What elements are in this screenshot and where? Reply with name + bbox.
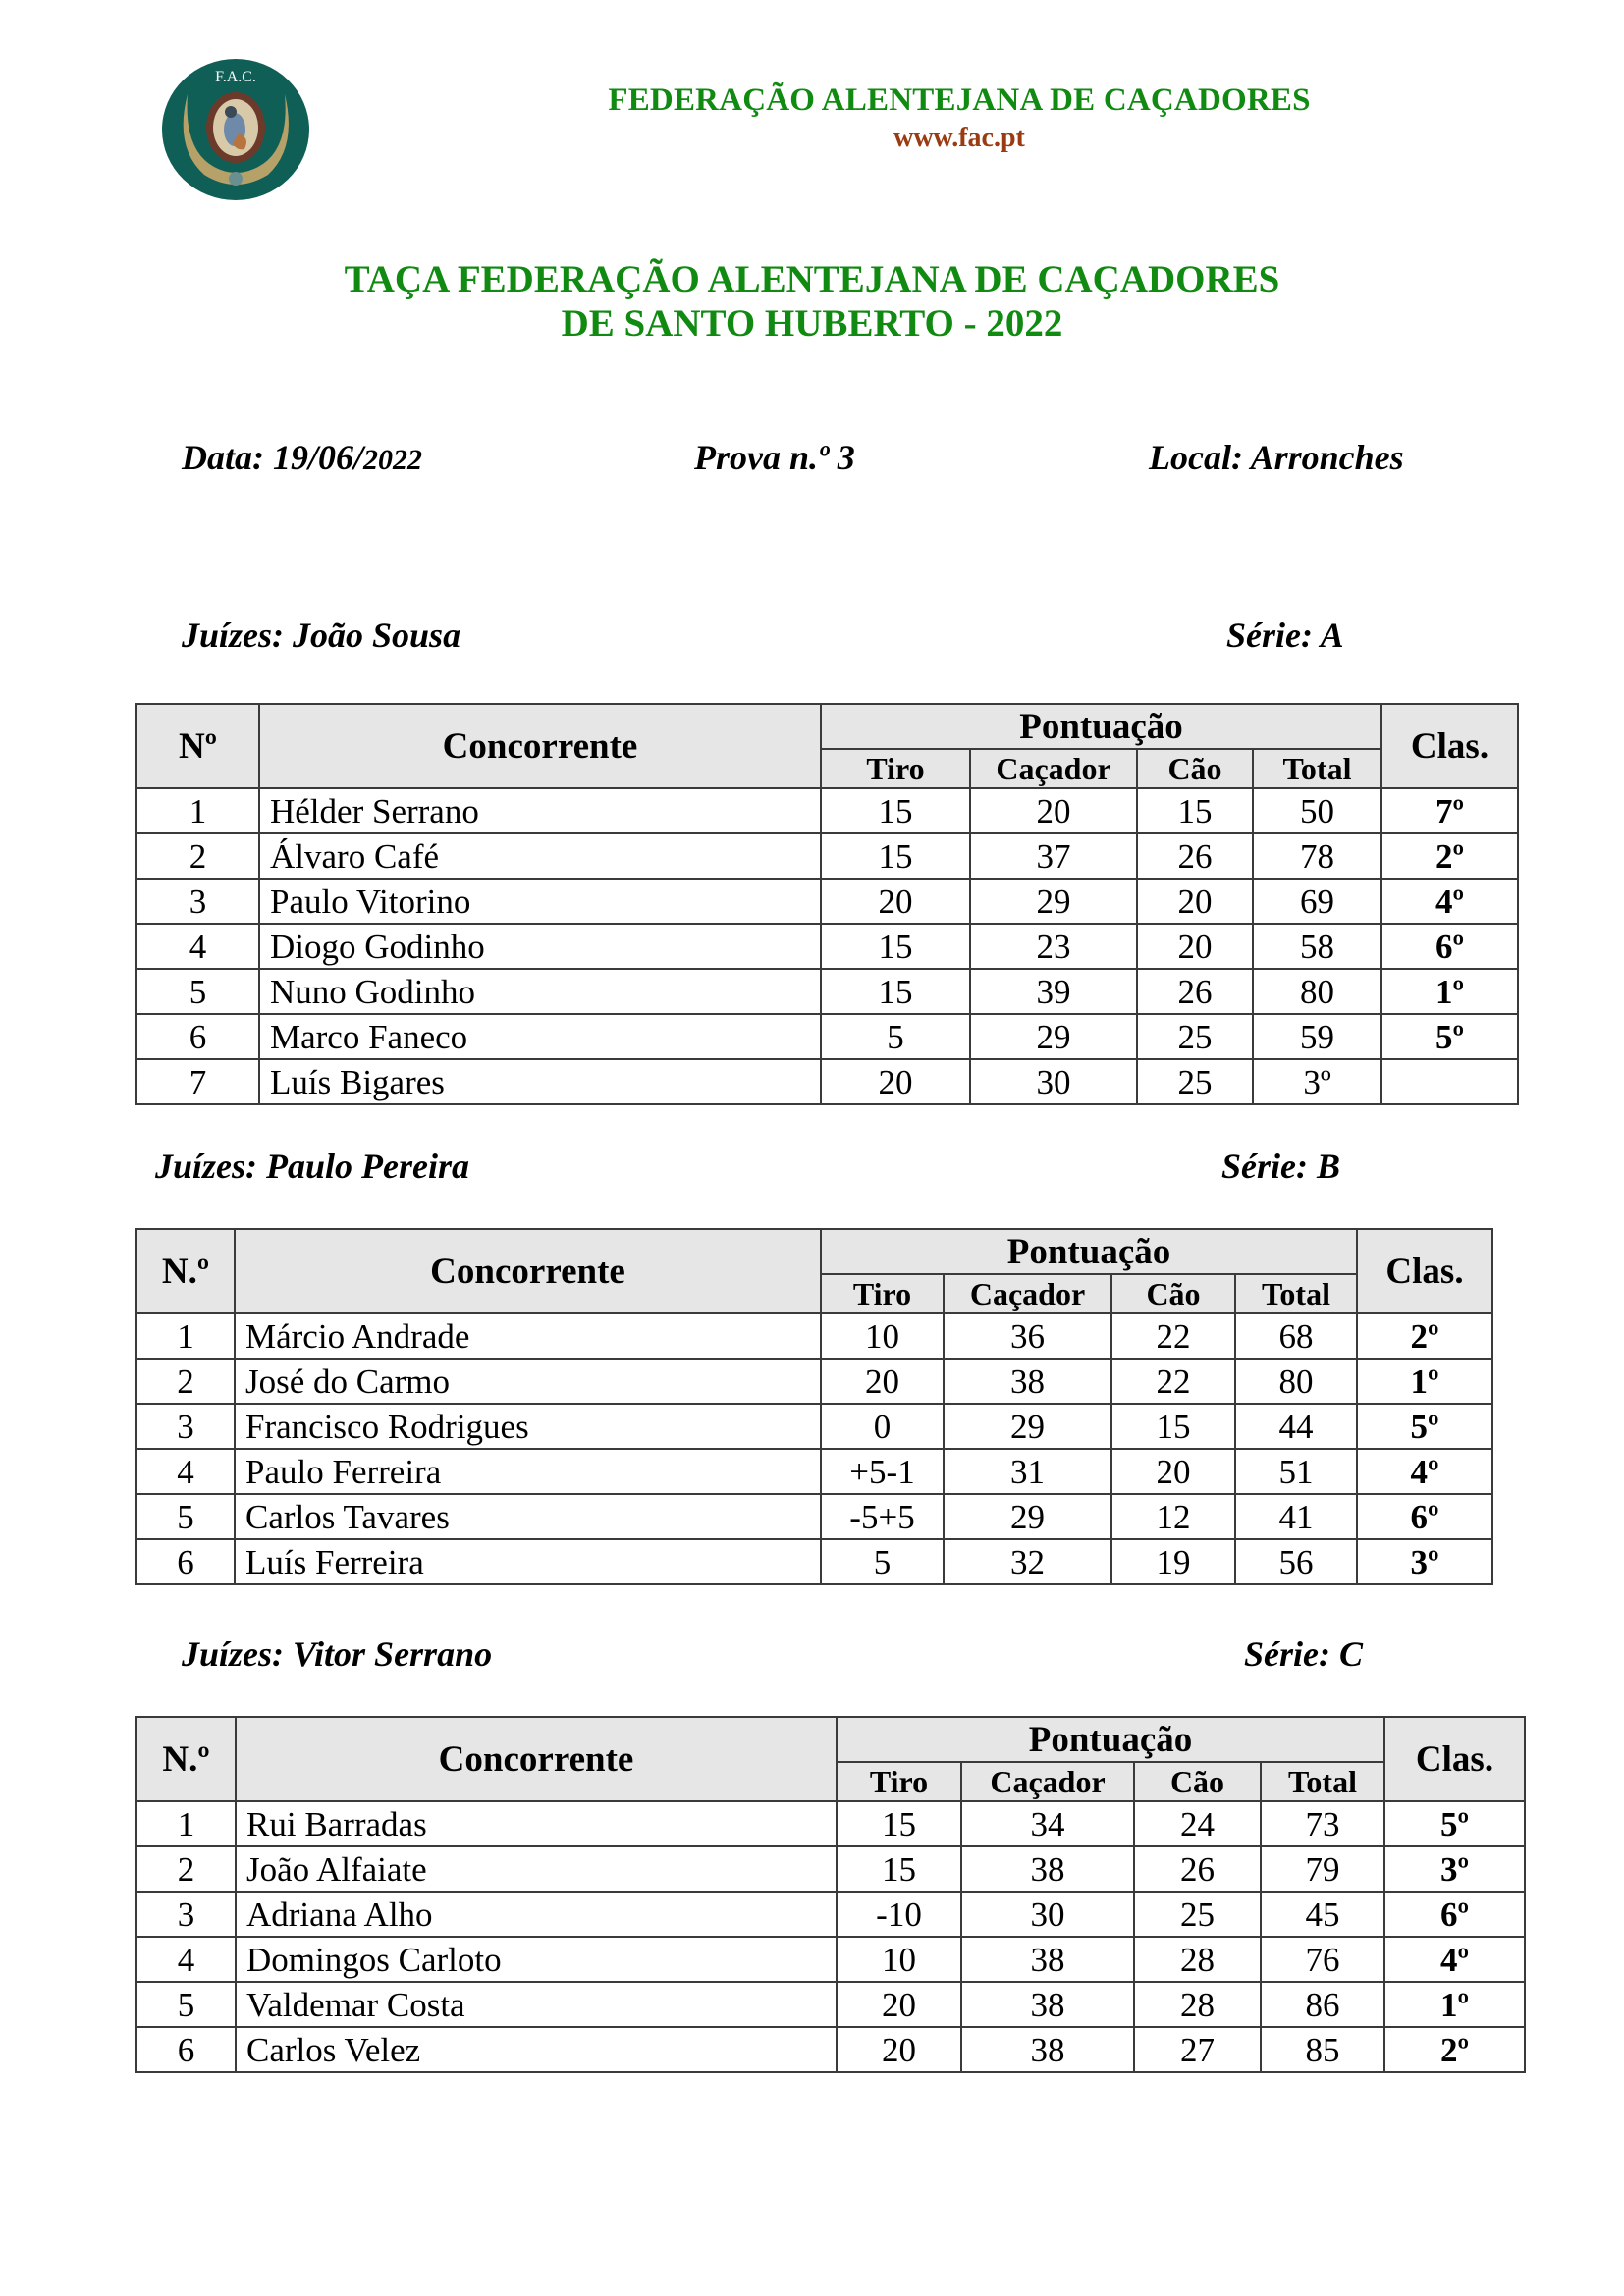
- cell-classification: 5º: [1357, 1404, 1492, 1449]
- cell-tiro: -5+5: [821, 1494, 944, 1539]
- event-location: Local: Arronches: [1149, 438, 1404, 477]
- logo-text: F.A.C.: [215, 69, 256, 85]
- cell-competitor: Paulo Vitorino: [259, 879, 821, 924]
- cell-classification: 4º: [1384, 1937, 1525, 1982]
- cell-competitor: Márcio Andrade: [235, 1313, 821, 1359]
- event-date: [182, 437, 422, 478]
- cell-competitor: Marco Faneco: [259, 1014, 821, 1059]
- cell-tiro: 10: [821, 1313, 944, 1359]
- series-c-judges: Juízes: Vitor Serrano: [182, 1634, 493, 1674]
- cell-total: 51: [1235, 1449, 1357, 1494]
- cell-cacador: 29: [944, 1494, 1111, 1539]
- cell-cacador: 36: [944, 1313, 1111, 1359]
- cell-number: 3: [136, 1892, 236, 1937]
- cell-number: 5: [136, 969, 259, 1014]
- column-header-score-group: Pontuação: [837, 1717, 1384, 1762]
- cell-classification: 6º: [1357, 1494, 1492, 1539]
- cell-tiro: 15: [821, 969, 970, 1014]
- cell-competitor: Nuno Godinho: [259, 969, 821, 1014]
- cell-total: 50: [1253, 788, 1381, 833]
- table-row: [136, 1449, 1492, 1494]
- cell-total: 80: [1253, 969, 1381, 1014]
- cell-tiro: 20: [837, 1982, 961, 2027]
- cell-classification: 7º: [1381, 788, 1518, 833]
- cell-cacador: 37: [970, 833, 1137, 879]
- cell-cacador: 20: [970, 788, 1137, 833]
- cell-tiro: 15: [837, 1846, 961, 1892]
- table-row: [136, 1801, 1525, 1846]
- cell-cacador: 30: [961, 1892, 1134, 1937]
- table-row: [136, 1982, 1525, 2027]
- cell-total: 41: [1235, 1494, 1357, 1539]
- cell-total: 3º: [1253, 1059, 1381, 1104]
- cell-classification: 4º: [1357, 1449, 1492, 1494]
- cell-cao: 22: [1111, 1359, 1235, 1404]
- cell-tiro: 20: [837, 2027, 961, 2072]
- cell-classification: 2º: [1384, 2027, 1525, 2072]
- cell-cao: 19: [1111, 1539, 1235, 1584]
- table-row: [136, 1313, 1492, 1359]
- cell-classification: 3º: [1357, 1539, 1492, 1584]
- cell-cao: 25: [1134, 1892, 1261, 1937]
- column-header-number: N.º: [136, 1717, 236, 1801]
- cell-cao: 25: [1137, 1059, 1253, 1104]
- cell-classification: 4º: [1381, 879, 1518, 924]
- column-header-total: Total: [1253, 749, 1381, 788]
- cell-total: 86: [1261, 1982, 1384, 2027]
- cell-classification: 3º: [1384, 1846, 1525, 1892]
- date-label: Data: 19/06/: [182, 438, 363, 477]
- cell-cao: 12: [1111, 1494, 1235, 1539]
- date-year: 2022: [363, 444, 422, 476]
- cell-number: 5: [136, 1982, 236, 2027]
- series-c-table: [135, 1716, 1526, 2073]
- cell-cacador: 32: [944, 1539, 1111, 1584]
- cell-total: 78: [1253, 833, 1381, 879]
- cell-tiro: +5-1: [821, 1449, 944, 1494]
- column-header-tiro: Tiro: [821, 1274, 944, 1313]
- cell-classification: [1381, 1059, 1518, 1104]
- series-a-table: [135, 703, 1519, 1105]
- cell-tiro: -10: [837, 1892, 961, 1937]
- cell-number: 4: [136, 924, 259, 969]
- cell-total: 69: [1253, 879, 1381, 924]
- cell-classification: 5º: [1384, 1801, 1525, 1846]
- cell-tiro: 5: [821, 1014, 970, 1059]
- cell-cao: 26: [1134, 1846, 1261, 1892]
- organization-website: www.fac.pt: [893, 123, 1025, 153]
- column-header-cacador: Caçador: [944, 1274, 1111, 1313]
- cell-competitor: Francisco Rodrigues: [235, 1404, 821, 1449]
- cell-cao: 24: [1134, 1801, 1261, 1846]
- cell-classification: 1º: [1357, 1359, 1492, 1404]
- column-header-classification: Clas.: [1381, 704, 1518, 788]
- column-header-cacador: Caçador: [961, 1762, 1134, 1801]
- column-header-score-group: Pontuação: [821, 1229, 1357, 1274]
- column-header-classification: Clas.: [1384, 1717, 1525, 1801]
- table-row: [136, 1404, 1492, 1449]
- table-row: [136, 924, 1518, 969]
- cell-competitor: Carlos Velez: [236, 2027, 837, 2072]
- cell-total: 59: [1253, 1014, 1381, 1059]
- cell-cao: 25: [1137, 1014, 1253, 1059]
- table-header-row: [136, 704, 1518, 749]
- cell-competitor: Domingos Carloto: [236, 1937, 837, 1982]
- cell-number: 2: [136, 833, 259, 879]
- cell-total: 56: [1235, 1539, 1357, 1584]
- table-row: [136, 1059, 1518, 1104]
- cell-total: 44: [1235, 1404, 1357, 1449]
- table-row: [136, 1494, 1492, 1539]
- organization-name: FEDERAÇÃO ALENTEJANA DE CAÇADORES: [608, 82, 1311, 118]
- table-row: [136, 969, 1518, 1014]
- cell-classification: 2º: [1381, 833, 1518, 879]
- column-header-number: N.º: [136, 1229, 235, 1313]
- cell-tiro: 5: [821, 1539, 944, 1584]
- column-header-classification: Clas.: [1357, 1229, 1492, 1313]
- cell-cacador: 31: [944, 1449, 1111, 1494]
- series-a-judges: Juízes: João Sousa: [182, 615, 461, 655]
- series-b-judges: Juízes: Paulo Pereira: [155, 1147, 469, 1186]
- cell-cacador: 38: [961, 1937, 1134, 1982]
- series-b-label: Série: B: [1221, 1147, 1340, 1186]
- cell-number: 2: [136, 1846, 236, 1892]
- cell-cacador: 38: [961, 2027, 1134, 2072]
- cell-cao: 20: [1137, 879, 1253, 924]
- table-row: [136, 1359, 1492, 1404]
- cell-tiro: 10: [837, 1937, 961, 1982]
- column-header-total: Total: [1261, 1762, 1384, 1801]
- column-header-cao: Cão: [1111, 1274, 1235, 1313]
- cell-cacador: 23: [970, 924, 1137, 969]
- cell-cao: 28: [1134, 1937, 1261, 1982]
- cell-competitor: Luís Bigares: [259, 1059, 821, 1104]
- cell-competitor: Valdemar Costa: [236, 1982, 837, 2027]
- cell-tiro: 15: [821, 788, 970, 833]
- cell-tiro: 15: [821, 833, 970, 879]
- cell-total: 73: [1261, 1801, 1384, 1846]
- table-row: [136, 1014, 1518, 1059]
- cell-competitor: Álvaro Café: [259, 833, 821, 879]
- cell-cao: 27: [1134, 2027, 1261, 2072]
- cell-cao: 15: [1137, 788, 1253, 833]
- table-header-row: [136, 1229, 1492, 1274]
- cell-competitor: Carlos Tavares: [235, 1494, 821, 1539]
- series-c-label: Série: C: [1244, 1634, 1363, 1674]
- column-header-cao: Cão: [1134, 1762, 1261, 1801]
- event-round: Prova n.º 3: [694, 438, 855, 477]
- cell-classification: 5º: [1381, 1014, 1518, 1059]
- cell-number: 7: [136, 1059, 259, 1104]
- table-header-row: [136, 1717, 1525, 1762]
- cell-cacador: 30: [970, 1059, 1137, 1104]
- cell-competitor: Hélder Serrano: [259, 788, 821, 833]
- table-row: [136, 2027, 1525, 2072]
- cell-number: 1: [136, 1801, 236, 1846]
- cell-cao: 26: [1137, 833, 1253, 879]
- cell-number: 4: [136, 1937, 236, 1982]
- cell-number: 6: [136, 2027, 236, 2072]
- series-a-label: Série: A: [1226, 615, 1344, 655]
- cell-cao: 26: [1137, 969, 1253, 1014]
- cell-total: 79: [1261, 1846, 1384, 1892]
- cell-competitor: Rui Barradas: [236, 1801, 837, 1846]
- cell-number: 4: [136, 1449, 235, 1494]
- column-header-tiro: Tiro: [837, 1762, 961, 1801]
- table-row: [136, 1937, 1525, 1982]
- page-title-line-1: TAÇA FEDERAÇÃO ALENTEJANA DE CAÇADORES: [344, 258, 1280, 300]
- cell-number: 5: [136, 1494, 235, 1539]
- column-header-cao: Cão: [1137, 749, 1253, 788]
- cell-tiro: 15: [821, 924, 970, 969]
- cell-cacador: 29: [970, 1014, 1137, 1059]
- cell-total: 58: [1253, 924, 1381, 969]
- cell-cao: 20: [1137, 924, 1253, 969]
- cell-competitor: Diogo Godinho: [259, 924, 821, 969]
- cell-tiro: 20: [821, 1059, 970, 1104]
- table-row: [136, 1846, 1525, 1892]
- column-header-score-group: Pontuação: [821, 704, 1381, 749]
- cell-tiro: 20: [821, 1359, 944, 1404]
- cell-competitor: Adriana Alho: [236, 1892, 837, 1937]
- cell-cao: 20: [1111, 1449, 1235, 1494]
- cell-cao: 22: [1111, 1313, 1235, 1359]
- cell-cao: 15: [1111, 1404, 1235, 1449]
- cell-classification: 1º: [1381, 969, 1518, 1014]
- table-row: [136, 833, 1518, 879]
- cell-number: 1: [136, 1313, 235, 1359]
- table-row: [136, 879, 1518, 924]
- cell-number: 6: [136, 1014, 259, 1059]
- series-b-table: [135, 1228, 1493, 1585]
- cell-tiro: 15: [837, 1801, 961, 1846]
- cell-cacador: 29: [944, 1404, 1111, 1449]
- cell-tiro: 0: [821, 1404, 944, 1449]
- cell-competitor: Paulo Ferreira: [235, 1449, 821, 1494]
- column-header-number: Nº: [136, 704, 259, 788]
- cell-total: 68: [1235, 1313, 1357, 1359]
- cell-number: 3: [136, 1404, 235, 1449]
- table-row: [136, 788, 1518, 833]
- column-header-total: Total: [1235, 1274, 1357, 1313]
- page-title-line-2: DE SANTO HUBERTO - 2022: [561, 302, 1063, 345]
- table-row: [136, 1892, 1525, 1937]
- cell-classification: 6º: [1381, 924, 1518, 969]
- cell-competitor: José do Carmo: [235, 1359, 821, 1404]
- cell-number: 6: [136, 1539, 235, 1584]
- cell-number: 3: [136, 879, 259, 924]
- column-header-competitor: Concorrente: [259, 704, 821, 788]
- cell-classification: 1º: [1384, 1982, 1525, 2027]
- column-header-cacador: Caçador: [970, 749, 1137, 788]
- column-header-tiro: Tiro: [821, 749, 970, 788]
- cell-total: 76: [1261, 1937, 1384, 1982]
- cell-competitor: João Alfaiate: [236, 1846, 837, 1892]
- column-header-competitor: Concorrente: [236, 1717, 837, 1801]
- cell-cacador: 34: [961, 1801, 1134, 1846]
- cell-total: 85: [1261, 2027, 1384, 2072]
- cell-cacador: 38: [944, 1359, 1111, 1404]
- cell-classification: 6º: [1384, 1892, 1525, 1937]
- cell-total: 80: [1235, 1359, 1357, 1404]
- cell-cacador: 39: [970, 969, 1137, 1014]
- cell-tiro: 20: [821, 879, 970, 924]
- cell-classification: 2º: [1357, 1313, 1492, 1359]
- cell-cao: 28: [1134, 1982, 1261, 2027]
- column-header-competitor: Concorrente: [235, 1229, 821, 1313]
- cell-cacador: 29: [970, 879, 1137, 924]
- cell-competitor: Luís Ferreira: [235, 1539, 821, 1584]
- cell-number: 2: [136, 1359, 235, 1404]
- cell-number: 1: [136, 788, 259, 833]
- table-row: [136, 1539, 1492, 1584]
- cell-cacador: 38: [961, 1982, 1134, 2027]
- cell-total: 45: [1261, 1892, 1384, 1937]
- cell-cacador: 38: [961, 1846, 1134, 1892]
